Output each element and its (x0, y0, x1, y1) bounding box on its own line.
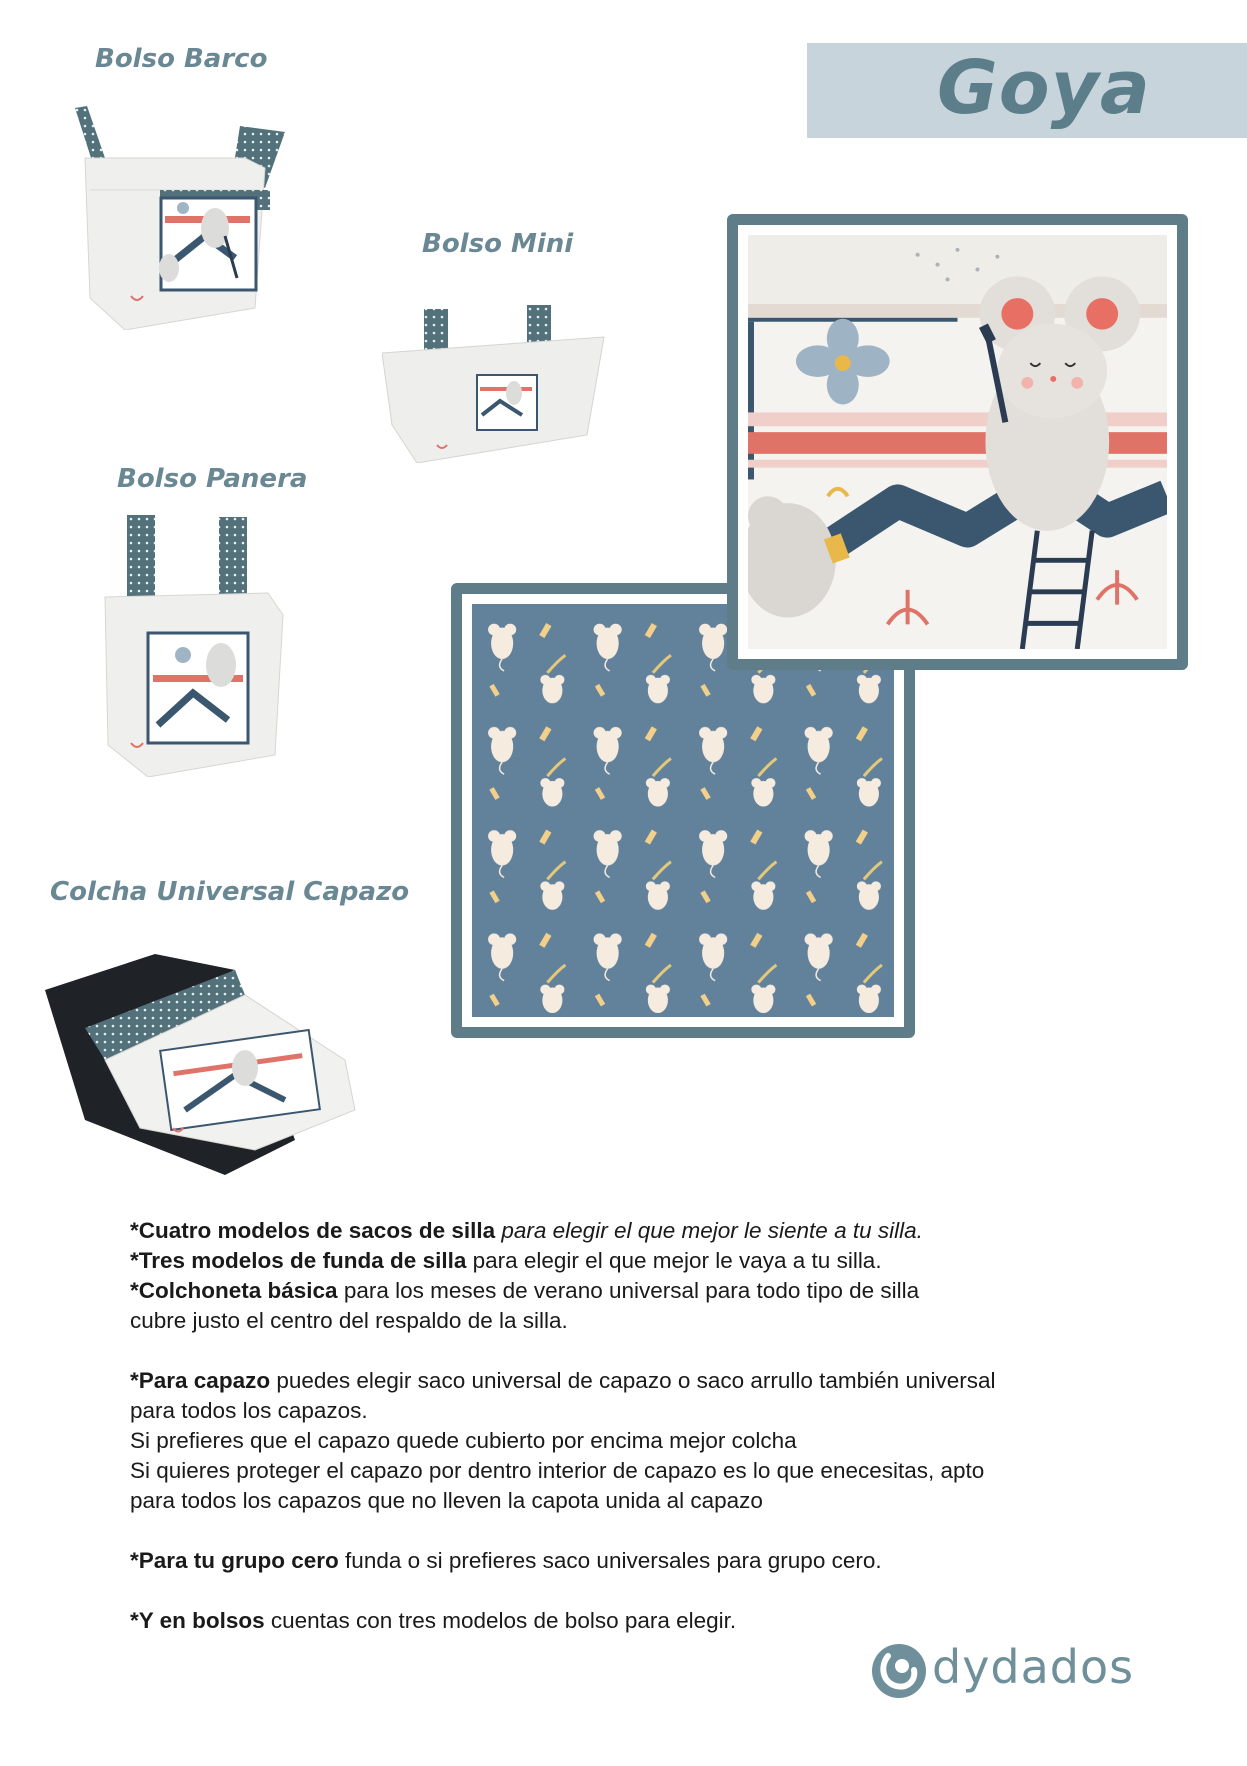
brand-logo (870, 1638, 1140, 1702)
description-block (130, 1216, 1130, 1636)
product-label-colcha-capazo: Colcha Universal Capazo (50, 877, 410, 907)
desc-line-grupo-cero: *Para tu grupo cero funda o si prefieres saco universales para grupo cero. (130, 1548, 882, 1573)
product-label-bolso-panera: Bolso Panera (117, 464, 308, 494)
print-detail-photo (748, 235, 1167, 649)
desc-line-colcha: Si prefieres que el capazo quede cubierto por encima mejor colcha (130, 1428, 797, 1453)
collection-title: Goya (937, 45, 1151, 131)
desc-line-bolsos: *Y en bolsos cuentas con tres modelos de bolso para elegir. (130, 1608, 737, 1633)
desc-line-capazo-cont: para todos los capazos. (130, 1398, 368, 1423)
desc-line-capazo: *Para capazo puedes elegir saco universal de capazo o saco arrullo también universal (130, 1368, 996, 1393)
bag-barco-photo (65, 98, 285, 330)
desc-line-interior: Si quieres proteger el capazo por dentro interior de capazo es lo que enecesitas, apto (130, 1458, 985, 1483)
capazo-cover-photo (45, 950, 360, 1175)
product-label-bolso-mini: Bolso Mini (422, 229, 574, 259)
desc-line-colchoneta: *Colchoneta básica para los meses de verano universal para todo tipo de silla (130, 1278, 920, 1303)
title-band (807, 43, 1247, 138)
product-label-bolso-barco: Bolso Barco (95, 44, 268, 74)
desc-line-sacos: *Cuatro modelos de sacos de silla para elegir el que mejor le siente a tu silla. (130, 1218, 923, 1243)
desc-line-interior-cont: para todos los capazos que no lleven la capota unida al capazo (130, 1488, 763, 1513)
desc-line-colchoneta-cont: cubre justo el centro del respaldo de la silla. (130, 1308, 568, 1333)
mouse-painter-detail (727, 214, 1188, 670)
dydados-logo-icon (870, 1642, 928, 1700)
bag-mini-photo (382, 305, 606, 463)
brand-name: dydados (932, 1640, 1135, 1694)
bag-panera-photo (103, 515, 288, 777)
desc-line-fundas: *Tres modelos de funda de silla para elegir el que mejor le vaya a tu silla. (130, 1248, 882, 1273)
